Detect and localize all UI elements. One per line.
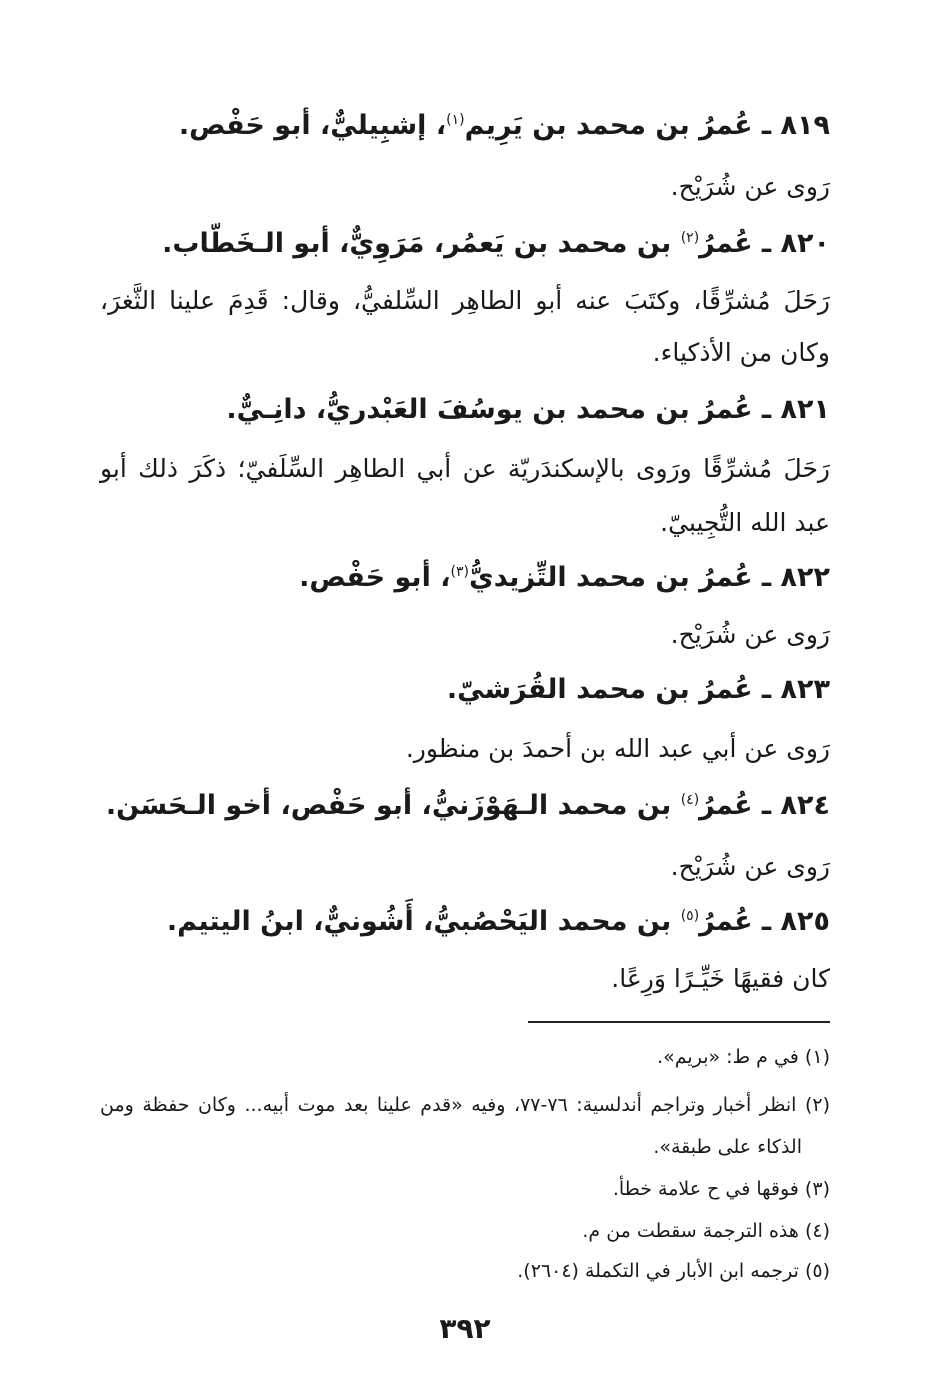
entry-text: كان فقيهًا خَيِّـرًا وَرِعًا. bbox=[611, 964, 830, 993]
entry-text: رَحَلَ مُشرِّقًا ورَوى بالإسكندَريّة عن أبي الطاهِر السِّلَفيّ؛ ذكَرَ ذلك أبو bbox=[100, 454, 830, 483]
footnote-3: (٣) فوقها في ح علامة خطأ. bbox=[612, 1178, 830, 1200]
footnote-separator bbox=[528, 1021, 830, 1023]
page-number: ٣٩٢ bbox=[439, 1312, 491, 1345]
footnote-2: (٢) انظر أخبار وتراجم أندلسية: ٧٦-٧٧، وفيه «قدم علينا بعد موت أبيه... وكان حفظة ومن bbox=[100, 1094, 830, 1116]
entry-heading-825: ٨٢٥ ـ عُمرُ$^{(٥)}$ بن محمد اليَحْصُبيُّ، أَشُونيٌّ، ابنُ اليتيم. bbox=[166, 906, 830, 937]
entry-heading-820: ٨٢٠ ـ عُمرُ$^{(٢)}$ بن محمد بن يَعمُر، مَرَوِيٌّ، أبو الـخَطّاب. bbox=[162, 228, 830, 259]
entry-heading-822: ٨٢٢ ـ عُمرُ بن محمد التِّزيديُّ$^{(٣)}$، أبو حَفْص. bbox=[299, 562, 830, 593]
entry-heading-824: ٨٢٤ ـ عُمرُ$^{(٤)}$ بن محمد الـهَوْزَنيُّ، أبو حَفْص، أخو الـحَسَن. bbox=[105, 790, 830, 821]
entry-text: رَوى عن شُرَيْح. bbox=[670, 172, 830, 201]
footnote-1: (١) في م ط: «بريم». bbox=[657, 1046, 830, 1068]
entry-heading-823: ٨٢٣ ـ عُمرُ بن محمد القُرَشيّ. bbox=[446, 674, 830, 705]
entry-text: عبد الله التُّجِيبيّ. bbox=[660, 508, 830, 537]
entry-text: رَوى عن أبي عبد الله بن أحمدَ بن منظور. bbox=[405, 734, 830, 763]
footnote-2-continuation: الذكاء على طبقة». bbox=[653, 1136, 802, 1158]
entry-heading-821: ٨٢١ ـ عُمرُ بن محمد بن يوسُفَ العَبْدريُّ، دانِـيٌّ. bbox=[226, 394, 830, 425]
entry-text: رَوى عن شُرَيْح. bbox=[670, 852, 830, 881]
entry-text: رَحَلَ مُشرِّقًا، وكتَبَ عنه أبو الطاهِر السِّلفيُّ، وقال: قَدِمَ علينا الثَّغرَ، bbox=[100, 286, 830, 315]
footnote-5: (٥) ترجمه ابن الأبار في التكملة (٢٦٠٤). bbox=[517, 1260, 830, 1282]
entry-heading-819: ٨١٩ ـ عُمرُ بن محمد بن يَرِيم$^{(١)}$، إشبِيليٌّ، أبو حَفْص. bbox=[178, 110, 830, 141]
entry-text: وكان من الأذكياء. bbox=[652, 338, 830, 367]
entry-text: رَوى عن شُرَيْح. bbox=[670, 620, 830, 649]
footnote-4: (٤) هذه الترجمة سقطت من م. bbox=[582, 1220, 830, 1242]
